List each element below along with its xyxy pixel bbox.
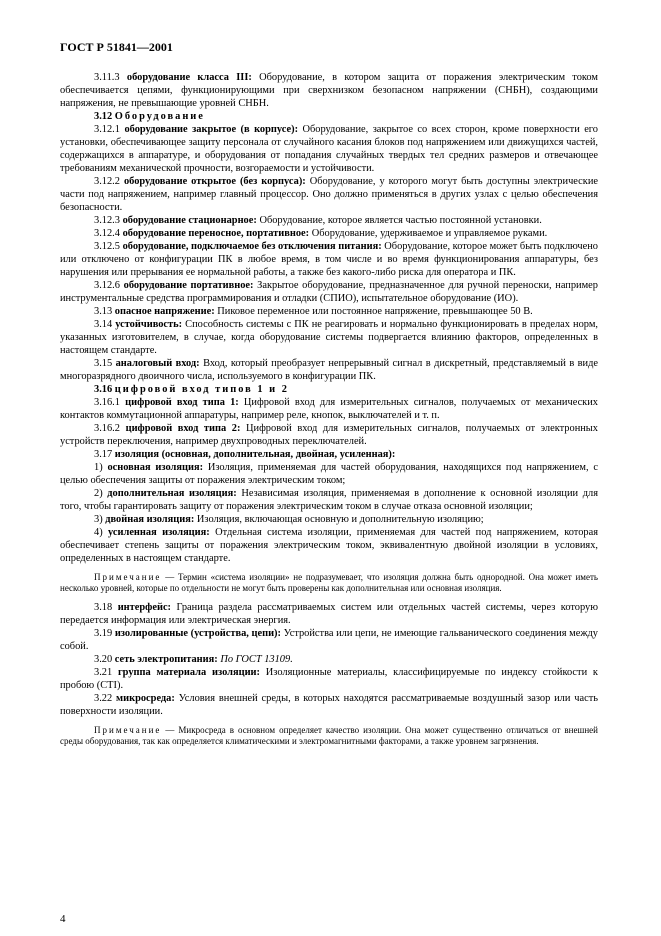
note-1 bbox=[60, 572, 598, 594]
page-number: 4 bbox=[60, 913, 66, 925]
clause-3-21: 3.21 группа материала изоляции: Изоляционные материалы, классифицируемые по индексу стойкости к пробою (CTI). bbox=[60, 667, 598, 691]
clause-3-13: 3.13 опасное напряжение: Пиковое переменное или постоянное напряжение, превышающее 50 В. bbox=[94, 306, 533, 317]
clause-3-12-1: 3.12.1 оборудование закрытое (в корпусе): Оборудование, закрытое со всех сторон, кроме поверхности его установки, обеспечивающее защиту персонала от случайного касания блоков под напряжением или движущихся частей, содержащихся в аппаратуре, и оборудования от попадания случайных твердых тел средних размеров и отвечающее требованиям механической прочности, возгораемости и устойчивости. bbox=[60, 124, 598, 174]
note-label: Примечание bbox=[94, 725, 162, 735]
clause-3-12: 3.12 Оборудование bbox=[94, 111, 205, 122]
insulation-list bbox=[60, 461, 598, 565]
clause-3-12-2: 3.12.2 оборудование открытое (без корпуса): Оборудование, у которого могут быть доступны электрические части под напряжением, например главный процессор. Оно должно применяться в других узлах с целью обеспечения безопасности. bbox=[60, 176, 598, 213]
note-text: — Микросреда в основном определяет качество изоляции. Она может существенно отличаться от внешней среды оборудования, так как определяется климатическими и электромагнитными факторами, а также уровнем загрязнения. bbox=[60, 725, 598, 746]
clause-3-16: 3.16 цифровой вход типов 1 и 2 bbox=[94, 384, 289, 395]
clause-3-12-4: 3.12.4 оборудование переносное, портативное: Оборудование, удерживаемое и управляемое руками. bbox=[94, 228, 548, 239]
clause-3-17: 3.17 изоляция (основная, дополнительная, двойная, усиленная): bbox=[94, 449, 396, 460]
clause-3-20: 3.20 сеть электропитания: По ГОСТ 13109. bbox=[94, 654, 293, 665]
note-label: Примечание bbox=[94, 572, 162, 582]
clause-3-16-2: 3.16.2 цифровой вход типа 2: Цифровой вход для измерительных сигналов, получаемых от электронных устройств переключения, например двухпроводных переключателей. bbox=[60, 423, 598, 447]
list-item: 4) усиленная изоляция: Отдельная система изоляции, применяемая для частей под напряжением, которая обеспечивает степень защиты от поражения электрическим током, эквивалентную двойной изоляции в условиях, определенных в настоящем стандарте. bbox=[60, 527, 598, 564]
list-item: 1) основная изоляция: Изоляция, применяемая для частей оборудования, находящихся под напряжением, с целью обеспечения защиты от поражения электрическим током; bbox=[60, 462, 598, 486]
document-header: ГОСТ Р 51841—2001 bbox=[60, 40, 173, 54]
clause-3-18: 3.18 интерфейс: Граница раздела рассматриваемых систем или отдельных частей системы, через которую передается информация или электрическая энергия. bbox=[60, 602, 598, 626]
clause-3-15: 3.15 аналоговый вход: Вход, который преобразует непрерывный сигнал в дискретный, представляемый в виде многоразрядного двоичного числа, используемого в конфигурации ПК. bbox=[60, 358, 598, 382]
document-page bbox=[60, 40, 598, 925]
list-item: 2) дополнительная изоляция: Независимая изоляция, применяемая в дополнение к основной изоляции для того, чтобы гарантировать защиту от поражения электрическим током в случае отказа основной изоляции; bbox=[60, 488, 598, 512]
clause-3-12-6: 3.12.6 оборудование портативное: Закрытое оборудование, предназначенное для ручной переноски, например инструментальные средства программирования и отладки (СПИО), испытательное оборудование (ИО). bbox=[60, 280, 598, 304]
clause-3-14: 3.14 устойчивость: Способность системы с ПК не реагировать и нормально функционировать в пределах норм, указанных изготовителем, в случае, когда оборудование системы подвергается влиянию факторов, определенных в настоящем стандарте. bbox=[60, 319, 598, 356]
note-text: — Термин «система изоляции» не подразумевает, что изоляция должна быть однородной. Она может иметь несколько уровней, которые по отдельности не могут быть проверены как дополнительная или основная изоляция. bbox=[60, 572, 598, 593]
list-item: 3) двойная изоляция: Изоляция, включающая основную и дополнительную изоляцию; bbox=[94, 514, 484, 525]
clause-3-22: 3.22 микросреда: Условия внешней среды, в которых находятся рассматриваемые воздушный зазор или часть поверхности изоляции. bbox=[60, 693, 598, 717]
clause-3-11-3: 3.11.3 оборудование класса III: Оборудование, в котором защита от поражения электрическим током обеспечивается цепями, функционирующими при сверхнизком безопасном напряжении (СНБН), создающими напряжения, не превышающие уровней СНБН. bbox=[60, 72, 598, 109]
clause-3-16-1: 3.16.1 цифровой вход типа 1: Цифровой вход для измерительных сигналов, получаемых от механических контактов коммутационной аппаратуры, например реле, кнопок, выключателей и т. п. bbox=[60, 397, 598, 421]
clause-3-19: 3.19 изолированные (устройства, цепи): Устройства или цепи, не имеющие гальванического соединения между собой. bbox=[60, 628, 598, 652]
note-2 bbox=[60, 725, 598, 747]
clause-3-12-5: 3.12.5 оборудование, подключаемое без отключения питания: Оборудование, которое может быть подключено или отключено от конфигурации ПК в любое время, в том числе и во время функционирования аппаратуры, без нарушения или прерывания ее нормальной работы, а также без какого-либо риска для оператора и ПК. bbox=[60, 241, 598, 278]
clause-3-12-3: 3.12.3 оборудование стационарное: Оборудование, которое является частью постоянной установки. bbox=[94, 215, 542, 226]
